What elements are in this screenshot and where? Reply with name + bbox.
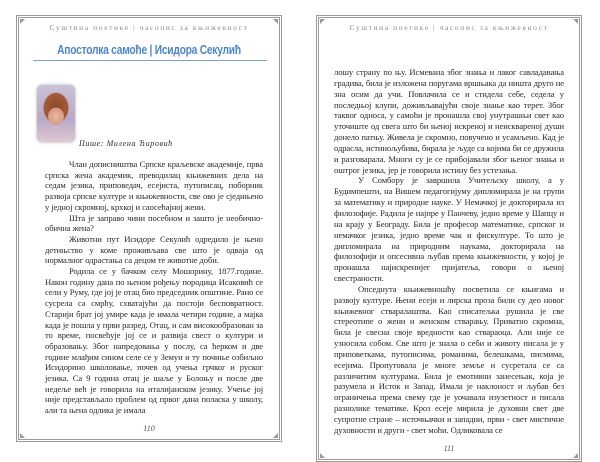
paragraph: Члан дописништва Српске краљевске академије, прва српска жена академик, преводилац књижевних дела на седам језика, приповедач, есејиста, путописац, поборник развоја српске културе и књижевности, све ово је сједињено у једној скромној, крхкој и саосећајној жени.	[45, 159, 263, 212]
paragraph: Животни пут Исидоре Секулић одредило је њено детињство у коме проживљава све што је одваја од нормалног одрастања са децом те животне доби.	[45, 233, 263, 266]
running-header: Суштина поетике | часопис за књижевност	[349, 23, 549, 32]
paragraph: У Сомбору је завршила Учитељску школу, а у Будимпешти, на Вишем педагогијуму дипломирала је на групи за математику и природне науке. У Немачкој је докторирала из филозофије. Радила је најпре у Панчеву, једно време у Шапцу и на крају у Београду. Била је професор математике, српског и немачког језика, једно време чак и фискултуре. То што је дипломирала на природним наукама, докторирала на филозофији и опсесивна љубав према књижевности, у којој је пронашла најискренијег пријатеља, говори о њеној свестраности.	[334, 175, 564, 284]
page-number: 110	[143, 423, 155, 433]
title-divider	[33, 60, 267, 61]
right-page	[316, 15, 582, 462]
article-body	[334, 67, 564, 436]
paragraph: лошу страну по њу. Исмевана због знања и лаког савладавања градива, била је изложена поругама вршњака да ништа друго не зна осим да учи. Повлачила се и стидела себе, седела у последњој клупи, доживљавајући своје знање као терет. Због таквог односа, у самоћи је пронашла свој унутрашњи свет као уточиште од свега што би њеној искреној и неисквареној души донело патњу. Живела је скромно, повучено и усамљено. Кад је одрасла, истинољубива, бирала је људе са којима би се дружила и разговарала. Многи су је се прибојавали због њеног знања и оштрог језика, јер је говорила истину без устезања.	[334, 67, 564, 175]
paragraph: Родила се у бачком селу Мошорину, 1877.године. Након годину дана по њеном рођењу породица Исаковић се сели у Руму, где јој је отац био председник општине. Рано се сусрела са смрћу, схватајући да постоји бесповратност. Старији брат јој умире када је имала четири године, а мајка када је пошла у први разред. Отац, и сам високообразован за то време, посвећује јој се и развија свест о култури и образовању. Због напредовања у послу, са ћерком и две године млађим сином селе се у Земун и ту почиње озбиљно Исидорино школовање, почев од учења грчког и руског језика. Са 9 година отац је шаље у Болоњу и после две недеље већ је говорила на италијанском језику. Учење јој није представљало проблем од првог дана поласка у школу, али та њена одлика је имала	[45, 266, 263, 416]
page-number: 111	[443, 443, 455, 453]
author-byline: Пише: Милена Ћировић	[79, 139, 173, 148]
article-body	[45, 159, 263, 416]
left-page	[16, 15, 282, 442]
paragraph: Шта је заправо чини посебном и зашто је необично-обична жена?	[45, 212, 263, 234]
running-header: Суштина поетике | часопис за књижевност	[49, 23, 249, 32]
author-photo	[37, 85, 75, 142]
article-title: Апостолка самоће | Исидора Секулић	[57, 43, 241, 57]
paragraph: Опседнута књижевношћу посветила се књигама и развоју културе. Њени есеји и лирска проза били су део новог књижевног стваралаштва. Као списатељка рушила је све стереотипе о жени и женском стварању. Приватно скромна, била је свесна своје вредности као ствараоца. Али није се узносила собом. Све што је знала о себи и животу писала је у приповеткама, путописима, романима, белешкама, писмима, есејима. Пропутовала је многе земље и сусретала се са различитим културама. Била је емотивни занесењак, која је разумела и Исток и Запад. Имала је наклоност и љубав без ограничења према свему где је уочавала изузетност и писала разнолике тематике. Кроз есеје мирила је духовни свет две супротне стране – источњачки и западни, први - свет мистичне духовности и други - свет моћи. Одликовала се	[334, 283, 564, 435]
